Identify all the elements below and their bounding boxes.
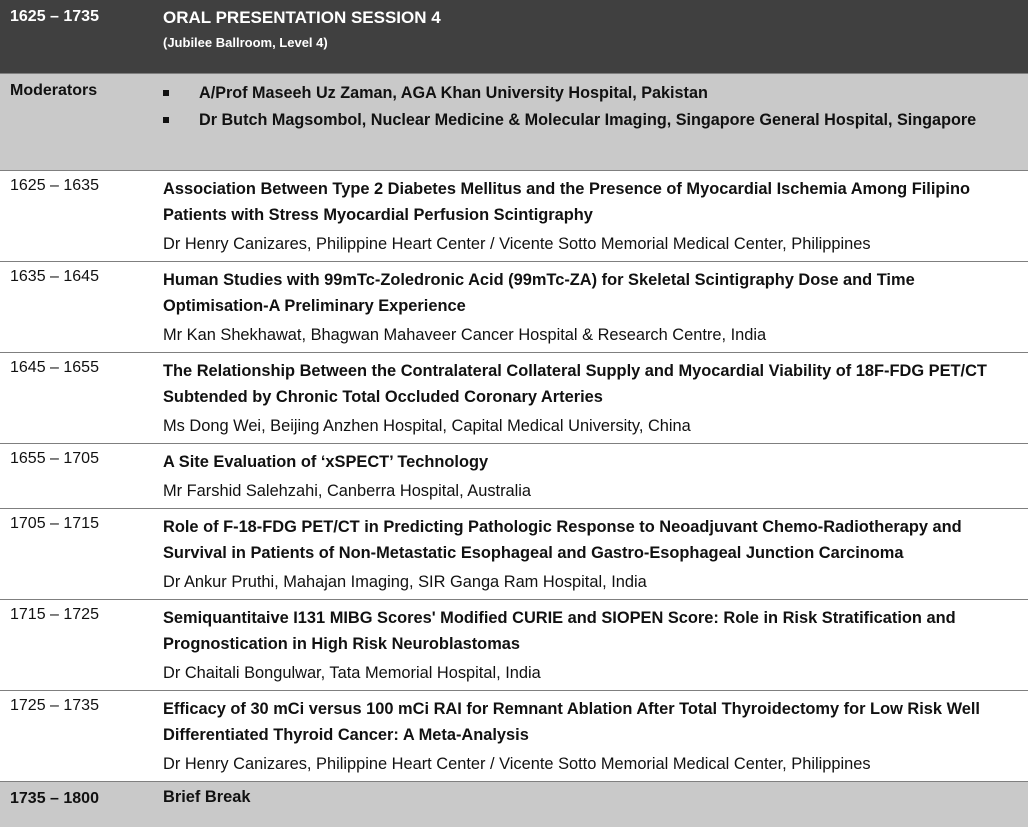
talk-time: 1635 – 1645 — [0, 262, 149, 353]
talk-time: 1725 – 1735 — [0, 691, 149, 782]
talk-title: Role of F-18-FDG PET/CT in Predicting Pathologic Response to Neoadjuvant Chemo-Radiotherapy and Survival in Patients of Non-Metastatic Esophageal and Gastro-Esophageal Junction Carcinoma — [163, 514, 998, 566]
talk-time: 1645 – 1655 — [0, 353, 149, 444]
moderator-item — [163, 108, 998, 133]
session-info — [149, 0, 1028, 74]
square-bullet-icon — [163, 90, 169, 96]
talk-speaker: Dr Chaitali Bongulwar, Tata Memorial Hospital, India — [163, 661, 998, 685]
talk-time: 1715 – 1725 — [0, 600, 149, 691]
moderators-label: Moderators — [0, 74, 149, 171]
moderators-list — [163, 81, 998, 133]
talk-details — [149, 353, 1028, 444]
talk-speaker: Dr Henry Canizares, Philippine Heart Center / Vicente Sotto Memorial Medical Center, Philippines — [163, 752, 998, 776]
talk-speaker: Dr Ankur Pruthi, Mahajan Imaging, SIR Ganga Ram Hospital, India — [163, 570, 998, 594]
talk-details — [149, 509, 1028, 600]
break-row — [0, 782, 1028, 827]
moderator-item — [163, 81, 998, 106]
break-time: 1735 – 1800 — [0, 782, 149, 827]
session-time: 1625 – 1735 — [0, 0, 149, 74]
talk-details — [149, 262, 1028, 353]
session-venue: (Jubilee Ballroom, Level 4) — [163, 34, 998, 52]
talk-title: The Relationship Between the Contralateral Collateral Supply and Myocardial Viability of 18F-FDG PET/CT Subtended by Chronic Total Occluded Coronary Arteries — [163, 358, 998, 410]
talk-details — [149, 171, 1028, 262]
session-header-row — [0, 0, 1028, 74]
talk-row — [0, 509, 1028, 600]
talk-title: Human Studies with 99mTc-Zoledronic Acid (99mTc-ZA) for Skeletal Scintigraphy Dose and Time Optimisation-A Preliminary Experience — [163, 267, 998, 319]
talk-speaker: Mr Kan Shekhawat, Bhagwan Mahaveer Cancer Hospital & Research Centre, India — [163, 323, 998, 347]
moderator-text: Dr Butch Magsombol, Nuclear Medicine & Molecular Imaging, Singapore General Hospital, Singapore — [199, 111, 976, 129]
talk-details — [149, 600, 1028, 691]
talk-row — [0, 444, 1028, 509]
talk-row — [0, 691, 1028, 782]
talk-time: 1625 – 1635 — [0, 171, 149, 262]
talk-time: 1705 – 1715 — [0, 509, 149, 600]
talk-row — [0, 262, 1028, 353]
talk-title: Efficacy of 30 mCi versus 100 mCi RAI for Remnant Ablation After Total Thyroidectomy for Low Risk Well Differentiated Thyroid Cancer: A Meta-Analysis — [163, 696, 998, 748]
talk-row — [0, 171, 1028, 262]
talk-time: 1655 – 1705 — [0, 444, 149, 509]
talk-details — [149, 444, 1028, 509]
moderators-list-cell — [149, 74, 1028, 171]
talk-title: Semiquantitaive I131 MIBG Scores' Modified CURIE and SIOPEN Score: Role in Risk Stratification and Prognostication in High Risk Neuroblastomas — [163, 605, 998, 657]
break-label: Brief Break — [149, 782, 1028, 827]
talk-row — [0, 353, 1028, 444]
talk-speaker: Dr Henry Canizares, Philippine Heart Center / Vicente Sotto Memorial Medical Center, Philippines — [163, 232, 998, 256]
talk-title: Association Between Type 2 Diabetes Mellitus and the Presence of Myocardial Ischemia Among Filipino Patients with Stress Myocardial Perfusion Scintigraphy — [163, 176, 998, 228]
moderator-text: A/Prof Maseeh Uz Zaman, AGA Khan University Hospital, Pakistan — [199, 84, 708, 102]
moderators-row — [0, 74, 1028, 171]
talk-speaker: Mr Farshid Salehzahi, Canberra Hospital, Australia — [163, 479, 998, 503]
talk-speaker: Ms Dong Wei, Beijing Anzhen Hospital, Capital Medical University, China — [163, 414, 998, 438]
session-title: ORAL PRESENTATION SESSION 4 — [163, 7, 998, 29]
talk-title: A Site Evaluation of ‘xSPECT’ Technology — [163, 449, 998, 475]
talk-details — [149, 691, 1028, 782]
square-bullet-icon — [163, 117, 169, 123]
talk-row — [0, 600, 1028, 691]
